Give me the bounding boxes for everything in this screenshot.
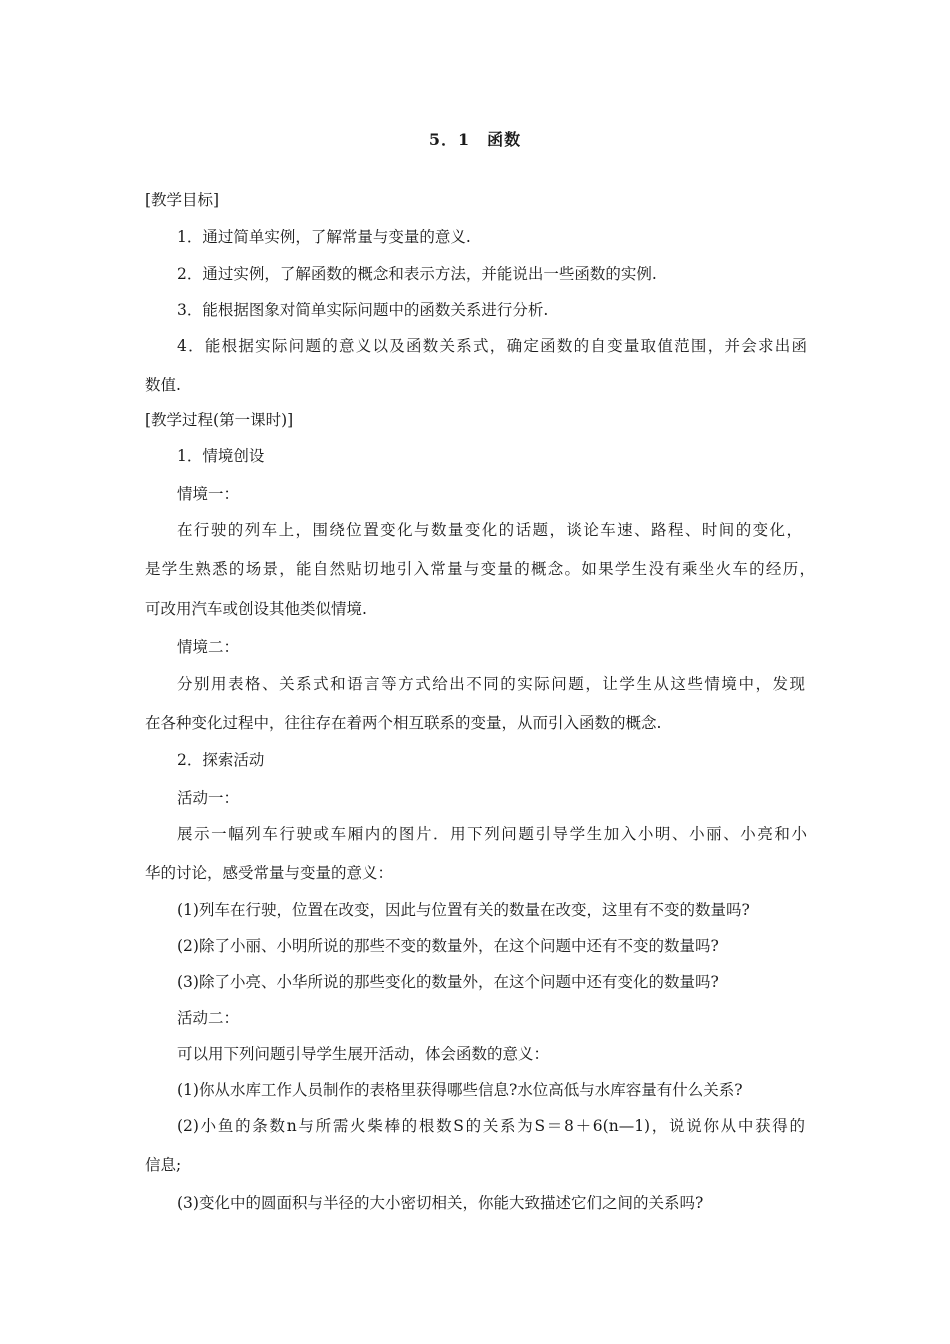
- paragraph-line: 情境一：: [177, 485, 240, 503]
- paragraph-line: 2．通过实例，了解函数的概念和表示方法，并能说出一些函数的实例.: [177, 265, 657, 283]
- paragraph-line: 在各种变化过程中，往往存在着两个相互联系的变量，从而引入函数的概念.: [145, 714, 662, 732]
- paragraph-line: 可改用汽车或创设其他类似情境.: [145, 600, 367, 618]
- list-item: (1)列车在行驶，位置在改变，因此与位置有关的数量在改变，这里有不变的数量吗?: [177, 901, 750, 919]
- section-heading-process: [教学过程(第一课时)]: [145, 411, 294, 429]
- paragraph-line: 1．通过简单实例，了解常量与变量的意义.: [177, 228, 471, 246]
- paragraph-line: 2．探索活动: [177, 751, 265, 769]
- paragraph-line: 4．能根据实际问题的意义以及函数关系式，确定函数的自变量取值范围，并会求出函: [177, 337, 807, 355]
- paragraph-line: 分别用表格、关系式和语言等方式给出不同的实际问题，让学生从这些情境中，发现: [177, 675, 805, 693]
- list-item: (2)除了小丽、小明所说的那些不变的数量外，在这个问题中还有不变的数量吗?: [177, 937, 719, 955]
- paragraph-line: 情境二：: [177, 638, 240, 656]
- list-item: (3)变化中的圆面积与半径的大小密切相关，你能大致描述它们之间的关系吗?: [177, 1194, 704, 1212]
- paragraph-line: 3．能根据图象对简单实际问题中的函数关系进行分析.: [177, 301, 549, 319]
- paragraph-line: 可以用下列问题引导学生展开活动，体会函数的意义：: [177, 1045, 550, 1063]
- list-item: (1)你从水库工作人员制作的表格里获得哪些信息?水位高低与水库容量有什么关系?: [177, 1081, 743, 1099]
- paragraph-line: 是学生熟悉的场景，能自然贴切地引入常量与变量的概念。如果学生没有乘坐火车的经历，: [145, 560, 815, 578]
- section-heading-objectives: [教学目标]: [145, 191, 220, 209]
- paragraph-line: 活动一：: [177, 789, 240, 807]
- page-title: 5．1 函数: [428, 130, 522, 149]
- paragraph-line: 活动二：: [177, 1009, 240, 1027]
- paragraph-line: 在行驶的列车上，围绕位置变化与数量变化的话题，谈论车速、路程、时间的变化，: [177, 521, 802, 539]
- paragraph-line: 1．情境创设: [177, 447, 265, 465]
- paragraph-line: 展示一幅列车行驶或车厢内的图片．用下列问题引导学生加入小明、小丽、小亮和小: [177, 825, 807, 843]
- list-item: (2)小鱼的条数n与所需火柴棒的根数S的关系为S＝8＋6(n—1)，说说你从中获得的: [177, 1117, 805, 1135]
- paragraph-line: 华的讨论，感受常量与变量的意义：: [145, 864, 394, 882]
- paragraph-line: 数值.: [145, 376, 181, 394]
- list-item: (3)除了小亮、小华所说的那些变化的数量外，在这个问题中还有变化的数量吗?: [177, 973, 719, 991]
- paragraph-line: 信息;: [145, 1156, 182, 1174]
